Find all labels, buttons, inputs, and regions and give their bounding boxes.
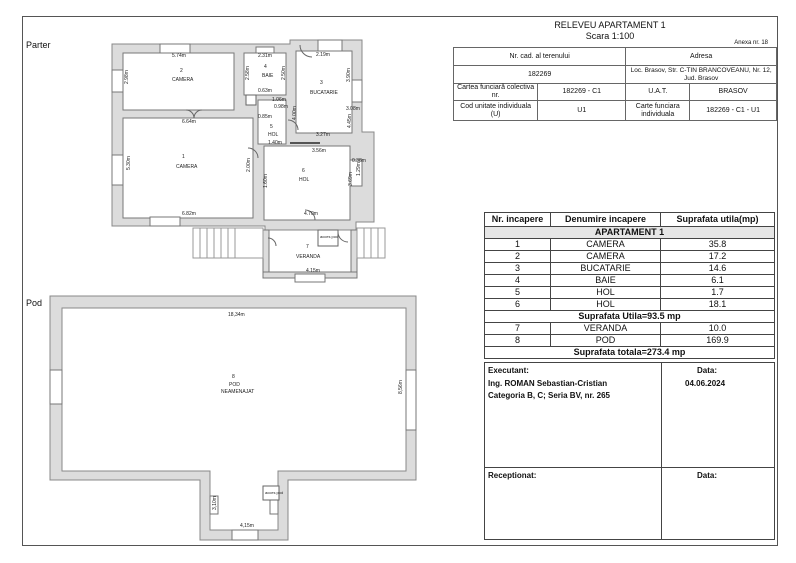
dim-hol6-inner: 1.29m xyxy=(356,162,362,176)
steps-right xyxy=(357,228,385,258)
room-name-hol-5: HOL xyxy=(268,132,279,138)
veranda-wall-left xyxy=(263,230,269,278)
cell-area: 10.0 xyxy=(661,323,775,335)
dim-hol5-d: 0.85m xyxy=(258,114,272,120)
dim-hol5-e: 1.40m xyxy=(268,140,282,146)
receptionat-label: Receptionat: xyxy=(488,471,537,480)
bath-fixture xyxy=(246,95,256,105)
sheet-scale: Scara 1:100 xyxy=(585,31,635,41)
dim-camera1-top: 6.64m xyxy=(182,119,196,125)
nr-cad-value: 182269 xyxy=(454,66,626,84)
veranda-wall-right xyxy=(351,230,357,278)
dim-baie-width: 2.31m xyxy=(258,53,272,59)
cell-nr: 3 xyxy=(485,263,551,275)
room-name-veranda: VERANDA xyxy=(296,254,321,260)
cell-name: BUCATARIE xyxy=(551,263,661,275)
date-label: Data: xyxy=(697,366,718,375)
date-value: 04.06.2024 xyxy=(685,379,726,388)
dim-hol6-left: 2.00m xyxy=(246,158,252,172)
cod-label: Cod unitate individuala (U) xyxy=(454,101,538,121)
room-name-baie: BAIE xyxy=(262,73,274,79)
table-row xyxy=(485,251,775,263)
room-number-1: 1 xyxy=(182,154,185,160)
room-number-5: 5 xyxy=(270,124,273,130)
cell-name: BAIE xyxy=(551,275,661,287)
dim-hol6-left-side: 1.60m xyxy=(263,174,269,188)
access-pod-label-parter: acces pod xyxy=(320,234,339,239)
dim-hol5-c: 0.98m xyxy=(274,104,288,110)
dim-hol6-right: 0.38m xyxy=(352,158,366,164)
dim-hol5-a: 0.63m xyxy=(258,88,272,94)
dim-camera2-height: 2.98m xyxy=(124,70,130,84)
dim-bucatarie-width: 2.19m xyxy=(316,52,330,58)
col-header-suprafata: Suprafata utila(mp) xyxy=(661,213,775,227)
dim-camera1-bottom: 6.82m xyxy=(182,211,196,217)
room-number-7: 7 xyxy=(306,244,309,250)
sheet-title: RELEVEU APARTAMENT 1 xyxy=(554,20,666,30)
cell-nr: 6 xyxy=(485,299,551,311)
cell-name: POD xyxy=(551,335,661,347)
cell-area: 18.1 xyxy=(661,299,775,311)
table-row xyxy=(485,263,775,275)
access-pod-label: acces pod xyxy=(265,490,284,495)
dim-hol6-side: 3.69m xyxy=(348,172,354,186)
dim-hol6-bottom: 4.70m xyxy=(304,211,318,217)
dim-hol6-width: 3.56m xyxy=(312,148,326,154)
cell-area: 1.7 xyxy=(661,287,775,299)
cell-nr: 5 xyxy=(485,287,551,299)
cell-area: 169.9 xyxy=(661,335,775,347)
dim-veranda-width: 4.15m xyxy=(306,268,320,274)
table-row xyxy=(485,323,775,335)
table-row xyxy=(485,335,775,347)
cf-colectiva-label: Cartea funciară colectiva nr. xyxy=(454,84,538,101)
dim-bucatarie-inner: 3.08m xyxy=(346,106,360,112)
table-row xyxy=(485,275,775,287)
cell-area: 17.2 xyxy=(661,251,775,263)
dim-baie-height: 2.58m xyxy=(245,66,251,80)
room-number-6: 6 xyxy=(302,168,305,174)
adresa-value: Loc. Brasov, Str. C-TIN BRANCOVEANU, Nr. 12, Jud. Brasov xyxy=(626,66,777,84)
dim-baie-side: 2.50m xyxy=(281,66,287,80)
room-name-bucatarie: BUCATARIE xyxy=(310,90,338,96)
pod-dim-right: 8,56m xyxy=(398,380,404,394)
dim-bucatarie-bottom: 3.27m xyxy=(316,132,330,138)
col-header-denumire: Denumire incapere xyxy=(551,213,661,227)
room-hol-6 xyxy=(264,146,350,220)
subtotal-row: Suprafata Utila=93.5 mp xyxy=(485,311,775,323)
pod-dim-top: 18,34m xyxy=(228,312,245,318)
executant-name: Ing. ROMAN Sebastian-Cristian xyxy=(488,379,608,388)
cell-nr: 1 xyxy=(485,239,551,251)
signature-divider-vertical xyxy=(661,363,662,539)
date-label-2: Data: xyxy=(697,471,718,480)
room-pod xyxy=(62,308,406,530)
cell-name: CAMERA xyxy=(551,251,661,263)
dim-bucatarie-height: 3.90m xyxy=(346,68,352,82)
cell-name: HOL xyxy=(551,299,661,311)
dim-wall-2: 4.45m xyxy=(347,114,353,128)
adresa-label: Adresa xyxy=(626,48,777,66)
signature-box xyxy=(484,362,775,540)
cf-colectiva-value: 182269 - C1 xyxy=(538,84,626,101)
cell-area: 35.8 xyxy=(661,239,775,251)
dim-camera2-width: 5.74m xyxy=(172,53,186,59)
room-number-4: 4 xyxy=(264,64,267,70)
dim-hol5-b: 1.06m xyxy=(272,97,286,103)
table-row xyxy=(485,299,775,311)
room-name-camera-1: CAMERA xyxy=(176,164,198,170)
cod-value: U1 xyxy=(538,101,626,121)
cell-area: 6.1 xyxy=(661,275,775,287)
cell-area: 14.6 xyxy=(661,263,775,275)
dim-camera1-side: 5.30m xyxy=(126,156,132,170)
total-row: Suprafata totala=273.4 mp xyxy=(485,347,775,359)
col-header-nr: Nr. incapere xyxy=(485,213,551,227)
section-label-pod: Pod xyxy=(26,298,43,308)
annex-number: Anexa nr. 18 xyxy=(734,40,768,46)
uat-value: BRASOV xyxy=(690,84,777,101)
cell-nr: 7 xyxy=(485,323,551,335)
cell-name: CAMERA xyxy=(551,239,661,251)
room-name-camera-2: CAMERA xyxy=(172,77,194,83)
pod-dim-bottom-side: 3,10m xyxy=(212,496,218,510)
cell-name: VERANDA xyxy=(551,323,661,335)
room-name-hol-6: HOL xyxy=(299,177,310,183)
room-number-2: 2 xyxy=(180,68,183,74)
room-number-3: 3 xyxy=(320,80,323,86)
executant-category: Categoria B, C; Seria BV, nr. 265 xyxy=(488,391,610,400)
table-row xyxy=(485,239,775,251)
pod-dim-bottom: 4,15m xyxy=(240,523,254,529)
executant-label: Executant: xyxy=(488,366,529,375)
cell-name: HOL xyxy=(551,287,661,299)
pod-room-name: POD xyxy=(229,382,240,388)
nr-cad-label: Nr. cad. al terenului xyxy=(454,48,626,66)
rooms-table xyxy=(484,212,775,359)
table-row xyxy=(485,287,775,299)
pod-room-number: 8 xyxy=(232,374,235,380)
cf-individuala-label: Carte funciara individuala xyxy=(626,101,690,121)
group-title: APARTAMENT 1 xyxy=(485,227,775,239)
cell-nr: 8 xyxy=(485,335,551,347)
steps-left xyxy=(193,228,263,258)
signature-divider-horizontal xyxy=(485,467,774,468)
section-label-parter: Parter xyxy=(26,40,51,50)
cell-nr: 4 xyxy=(485,275,551,287)
pod-room-status: NEAMENAJAT xyxy=(221,389,255,395)
cf-individuala-value: 182269 - C1 - U1 xyxy=(690,101,777,121)
cell-nr: 2 xyxy=(485,251,551,263)
uat-label: U.A.T. xyxy=(626,84,690,101)
dim-wall-1: 4.00m xyxy=(292,106,298,120)
